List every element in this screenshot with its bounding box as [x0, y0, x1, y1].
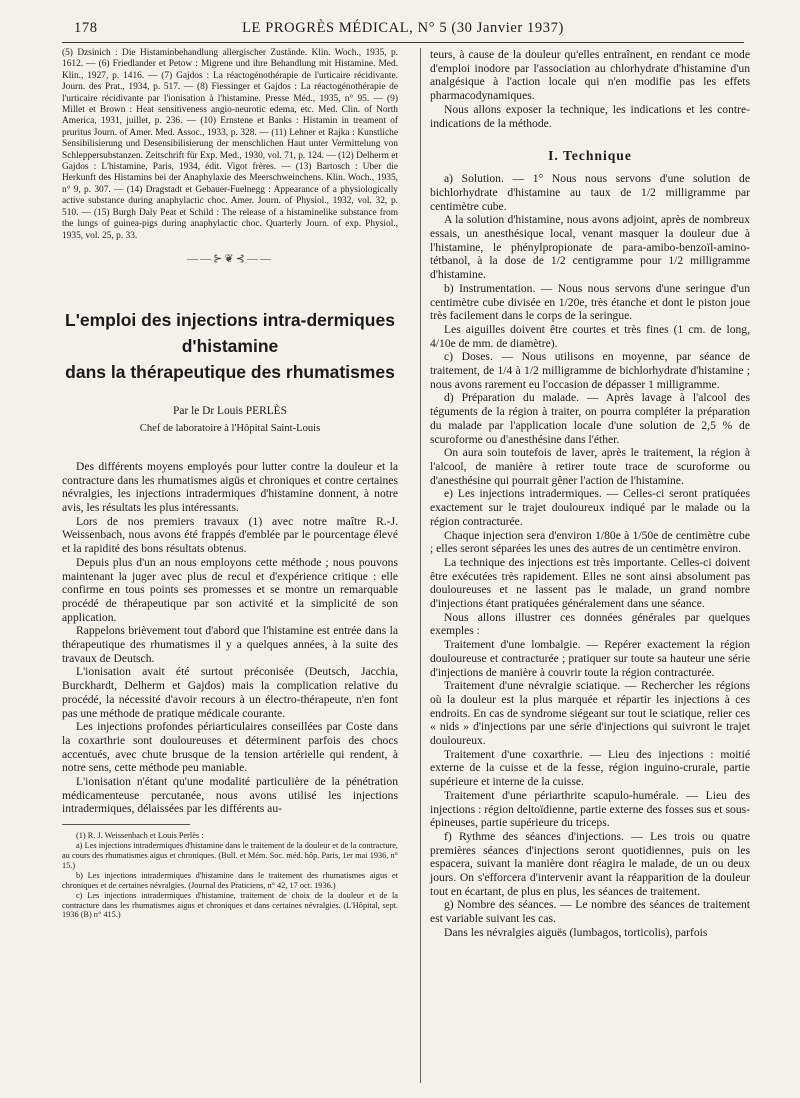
- body-paragraph: Les aiguilles doivent être courtes et très fines (1 cm. de long, 4/10e de mm. de diamètre).: [430, 322, 750, 350]
- body-paragraph: f) Rythme des séances d'injections. — Les trois ou quatre premières séances d'injections seront quotidiennes, puis on les espacera, suivant la manière dont réagira le malade, de un ou deux jours. On s'efforcera d'intervenir avant la réapparition de la douleur tout en écartant, de plus en plus, les séances de traitement.: [430, 829, 750, 898]
- article-title-line: d'histamine: [181, 335, 279, 356]
- footnote: c) Les injections intradermiques d'histamine, traitement de choix de la douleur et de la contracture dans les rhumatismes aigus et chroniques et dans certaines névralgies. (L'Hôpital, sept. 1936 (B) n° 415.): [62, 890, 398, 920]
- page-header: [62, 18, 744, 40]
- body-paragraph: Chaque injection sera d'environ 1/80e à 1/50e de centimètre cube ; elles seront séparées les unes des autres de un centimètre environ.: [430, 528, 750, 556]
- body-paragraph: d) Préparation du malade. — Après lavage à l'alcool des téguments de la région à traiter, on pourra compléter la préparation du malade par l'application locale d'une solution de 2,5 % de scuroforme ou d'anesthésine dans l'éther.: [430, 391, 750, 446]
- footnote: b) Les injections intradermiques d'histamine dans le traitement des rhumatismes aigus et chroniques et de certaines névralgies. (Journal des Praticiens, n° 42, 17 oct. 1936.): [62, 870, 398, 890]
- footnote-rule: [62, 824, 190, 825]
- right-column: [430, 48, 750, 940]
- body-paragraph: a) Solution. — 1° Nous nous servons d'une solution de bichlorhydrate d'histamine au taux de 1/2 milligramme par centimètre cube.: [430, 172, 750, 213]
- body-paragraph: Rappelons brièvement tout d'abord que l'histamine est entrée dans la thérapeutique des rhumatismes il y a quelques années, à la suite des travaux de Deutsch.: [62, 624, 398, 665]
- section-ornament: ——⊱❦⊰——: [187, 252, 273, 265]
- left-column: [62, 48, 398, 920]
- body-paragraph: Depuis plus d'un an nous employons cette méthode ; nous pouvons maintenant la juger avec plus de recul et d'expérience critique : elle confirme en tous points ses promesses et se montre un remarquable procédé de thérapeutique par son activité et la simplicité de son application.: [62, 555, 398, 624]
- article-body-right-intro: [430, 48, 750, 130]
- article-body-right: [430, 172, 750, 939]
- article-body-left: [62, 460, 398, 816]
- footnote: a) Les injections intradermiques d'histamine dans le traitement de la douleur et de la contracture, au cours des rhumatismes aigus et chroniques. (Bull. et Mém. Soc. méd. hôp. Paris, 1er mai 1936, n° 15.): [62, 841, 398, 870]
- footnote: (1) R. J. Weissenbach et Louis Perlès :: [76, 831, 204, 841]
- body-paragraph: Traitement d'une lombalgie. — Repérer exactement la région douloureuse et contracturée ; pratiquer sur toute sa hauteur une série d'injections de manière à couvrir toute la région contracturée.: [430, 638, 750, 679]
- footnotes: [62, 831, 398, 920]
- column-divider: [420, 48, 421, 1083]
- body-paragraph: g) Nombre des séances. — Le nombre des séances de traitement est variable suivant les cas.: [430, 898, 750, 926]
- body-paragraph: La technique des injections est très importante. Celles-ci doivent être exécutées très rapidement. Elles ne sont ainsi absolument pas douloureuses et ne lassent pas le malade, un grand nombre d'injections étant pratiquées généralement dans une séance.: [430, 555, 750, 611]
- body-paragraph: Traitement d'une périarthrite scapulo-humérale. — Lieu des injections : région deltoïdienne, partie externe des fosses sus et sous-épineuses, partie supérieure du triceps.: [430, 788, 750, 830]
- body-paragraph: Lors de nos premiers travaux (1) avec notre maître R.-J. Weissenbach, nous avons été frappés d'emblée par le pourcentage élevé et la rapidité des bons résultats obtenus.: [62, 514, 398, 556]
- body-paragraph: A la solution d'histamine, nous avons adjoint, après de nombreux essais, un anesthésique local, venant masquer la douleur due à l'histamine, le phénylpropionate de para-amibo-benzoïl-amino-tétbanol, à la dose de 1/2 centigramme pour 1/2 milligramme d'histamine.: [430, 213, 750, 282]
- journal-title: LE PROGRÈS MÉDICAL, N° 5 (30 Janvier 1937): [242, 20, 564, 36]
- article-title: [62, 307, 398, 385]
- body-paragraph: L'ionisation avait été surtout préconisée (Deutsch, Jacchia, Burckhardt, Delherm et Gajdos) mais la complication relative du procédé, la nécessité d'avoir recours à un électro-thérapeute, n'en font pas une méthode de pratique médicale courante.: [62, 665, 398, 720]
- article-title-line: dans la thérapeutique des rhumatismes: [65, 361, 395, 382]
- body-paragraph: Traitement d'une coxarthrie. — Lieu des injections : moitié externe de la cuisse et de la fesse, région inguino-crurale, partie supérieure et interne de la cuisse.: [430, 747, 750, 789]
- page-number: 178: [74, 20, 98, 36]
- body-paragraph: e) Les injections intradermiques. — Celles-ci seront pratiquées exactement sur le trajet douloureux indiqué par le malade ou la région contracturée.: [430, 487, 750, 528]
- body-paragraph: Nous allons exposer la technique, les indications et les contre-indications de la méthode.: [430, 102, 750, 130]
- body-paragraph: Nous allons illustrer ces données générales par quelques exemples :: [430, 610, 750, 638]
- body-paragraph: Dans les névralgies aiguës (lumbagos, torticolis), parfois: [444, 925, 708, 939]
- body-paragraph: On aura soin toutefois de laver, après le traitement, la région à l'alcool, de manière à retirer toute trace de scuroforme ou d'anesthésine qui pourrait gêner l'action de l'histamine.: [430, 446, 750, 487]
- header-rule: [62, 42, 744, 43]
- body-paragraph: teurs, à cause de la douleur qu'elles entraînent, en rendant ce mode d'emploi inodore par l'association au chlorhydrate d'histamine d'un analgésique à l'action locale qui n'en modifie pas les effets pharmacodynamiques.: [430, 48, 750, 103]
- body-paragraph: L'ionisation n'étant qu'une modalité particulière de la pénétration médicamenteuse percutanée, nous avons utilisé les injections intradermiques, délaissées par les différents au-: [62, 775, 398, 816]
- body-paragraph: Les injections profondes périarticulaires conseillées par Coste dans la coxarthrie sont douloureuses et déterminent parfois des chocs accentués, avec chute brusque de la tension artérielle qui rendent, à notre sens, cette méthode peu maniable.: [62, 720, 398, 775]
- section-heading: I. Technique: [548, 148, 632, 164]
- body-paragraph: c) Doses. — Nous utilisons en moyenne, par séance de traitement, de 1/4 à 1/2 milligramme de bichlorhydrate d'histamine ; nous avons rarement eu l'occasion de dépasser 1 milligramme.: [430, 350, 750, 391]
- references-continued: (5) Dzsinich : Die Histaminbehandlung allergischer Zustände. Klin. Woch., 1935, p. 1612. — (6) Friedlander et Petow : Migrene und ihre Behandlung mit Histamine. Med. Klin., 1927, p. 1416. — (7) Gajdos : La réactogénothérapie de l'urticaire récidivante. Journ. des Prat., 1934, p. 517. — (8) Fiessinger et Gajdos : La réactogénothérapie de l'urticaire récidivante par l'ionisation à l'histamine. Presse Méd., 1935, n° 95. — (9) Millet et Brown : Heat sensitiveness angio-neurotic edema, etc. Med. Clin. of North America, 1931, juillet, p. 236. — (10) Ernstene et Banks : Histamin in treament of pruritus Journ. of Amer. Med. Assoc., 1933, p. 328. — (11) Lehner et Rajka : Kunstliche Sensibilisierung und Desensibilisierung der menschlichen Haut unter Vermittelung von Schleppersubstanzen. Zeitschrift für Exp. Med., 1930, vol. 71, p. 124. — (12) Delherm et Gajdos : L'histamine, Paris, 1934, édit. Vigot frères. — (13) Bartosch : Uber die Herkunft des Histamins bei der Anaphylaxie des Meerschweinchens. Klin. Woch., 1935, n° 9, p. 307. — (14) Dragstadt et Gebauer-Fuelnegg : Appearance of a physiologically active substance during anaphylactic choc. Amer. Journ. of Physiol., 1932, vol. 32, p. 510. — (15) Burgh Daly Peat et Schild : The release of a histaminelike substance from the lungs of guinea-pigs during anaphylactic choc. Quarterly Journ. of exp. Physiol., 1935, vol. 25, p. 33.: [62, 48, 398, 241]
- article-title-line: L'emploi des injections intra-dermiques: [65, 309, 395, 330]
- body-paragraph: Traitement d'une névralgie sciatique. — Rechercher les régions où la douleur est la plus marquée et répartir les injections à ces endroits. En cas de syndrome siégeant sur tout le sciatique, relier ces « nids » d'injections par une série d'injections qui suivront le trajet douloureux.: [430, 679, 750, 748]
- article-author: Par le Dr Louis PERLÈS: [173, 404, 287, 417]
- body-paragraph: b) Instrumentation. — Nous nous servons d'une seringue d'un centimètre cube divisée en 1/20e, très étanche et dont le piston joue très facilement dans le corps de la seringue.: [430, 281, 750, 323]
- body-paragraph: Des différents moyens employés pour lutter contre la douleur et la contracture dans les rhumatismes aigüs et chroniques et contre certaines névralgies, les injections intradermiques d'histamine donnent, à notre avis, les résultats les plus intéressants.: [62, 459, 398, 515]
- author-affiliation: Chef de laboratoire à l'Hôpital Saint-Louis: [139, 422, 321, 434]
